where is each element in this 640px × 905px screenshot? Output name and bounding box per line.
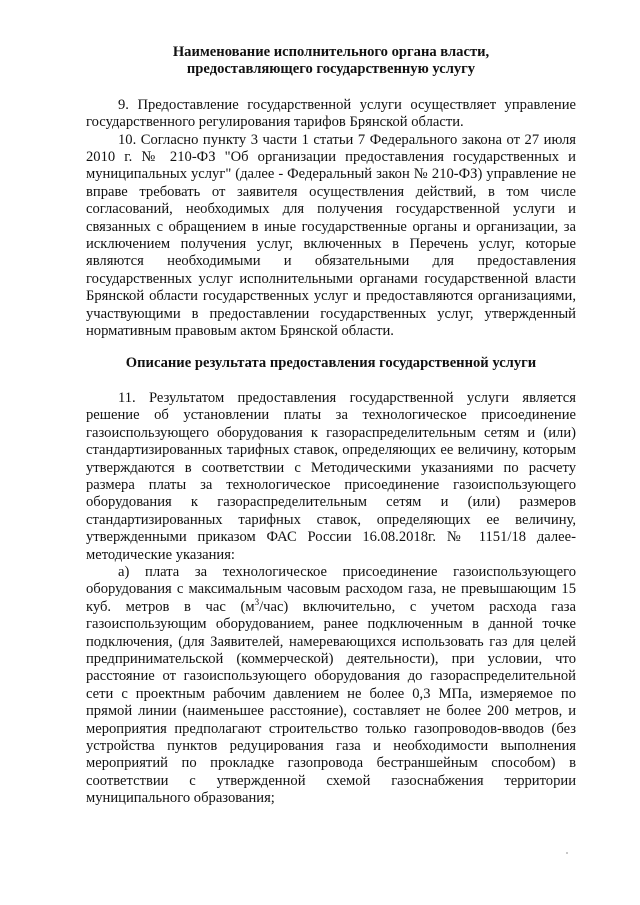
superscript-3: 3 xyxy=(254,596,260,607)
paragraph-11-a-text-end: /час) включительно, с учетом расхода газа газоиспользующим оборудованием, ранее подключенным в данной точке подключения, (для Заявителей, намеревающихся использовать газ для целей предпринимательской (коммерческой) деятельности), при условии, что расстояние от газоиспользующего оборудования до газораспределительной сети с проектным рабочим давлением не более 0,3 МПа, измеряемое по прямой линии (наименьшее расстояние), составляет не более 200 метров, и мероприятия предполагают строительство только газопроводов-вводов (без устройства пунктов редуцирования газа и необходимости выполнения мероприятий по прокладке газопровода бестраншейным способом) в соответствии с утвержденной схемой газоснабжения территории муниципального образования; xyxy=(86,598,576,807)
section-heading-authority xyxy=(86,44,576,79)
paragraph-9: 9. Предоставление государственной услуги осуществляет управление государственного регулирования тарифов Брянской области. xyxy=(86,96,576,131)
section-heading-result: Описание результата предоставления государственной услуги xyxy=(125,354,537,371)
heading-line-1: Наименование исполнительного органа власти, xyxy=(172,44,490,60)
heading-line-2: предоставляющего государственную услугу xyxy=(186,61,476,78)
paragraph-11-a xyxy=(86,564,576,808)
paragraph-10: 10. Согласно пункту 3 части 1 статьи 7 Федерального закона от 27 июля 2010 г. № 210-ФЗ "Об организации предоставления государственных и муниципальных услуг" (далее - Федеральный закон № 210-ФЗ) управление не вправе требовать от заявителя осуществления действий, в том числе согласований, необходимых для получения государственной услуги и связанных с обращением в иные государственные органы и организации, за исключением получения услуг, включенных в Перечень услуг, которые являются необходимыми и обязательными для предоставления государственных услуг исполнительными органами государственной власти Брянской области государственных услуг и предоставляются организациями, участвующими в предоставлении государственных услуг, утвержденный нормативным правовым актом Брянской области. xyxy=(86,131,576,340)
paragraph-11: 11. Результатом предоставления государственной услуги является решение об установлении платы за технологическое присоединение газоиспользующего оборудования к газораспределительным сетям и (или) стандартизированных тарифных ставок, определяющих ее величину, которым утверждаются в соответствии с Методическими указаниями по расчету размера платы за технологическое присоединение газоиспользующего оборудования к газораспределительным сетям и (или) размеров стандартизированных тарифных ставок, определяющих ее величину, утвержденными приказом ФАС России 16.08.2018г. № 1151/18 далее-методические указания: xyxy=(86,389,576,563)
paragraph-11-a-text-start: а) плата за технологическое присоединение газоиспользующего оборудования с максимальным часовым расходом газа, не превышающим 15 куб. метров в час (м xyxy=(86,563,576,615)
document-page xyxy=(86,40,576,808)
scan-speck xyxy=(566,852,568,854)
